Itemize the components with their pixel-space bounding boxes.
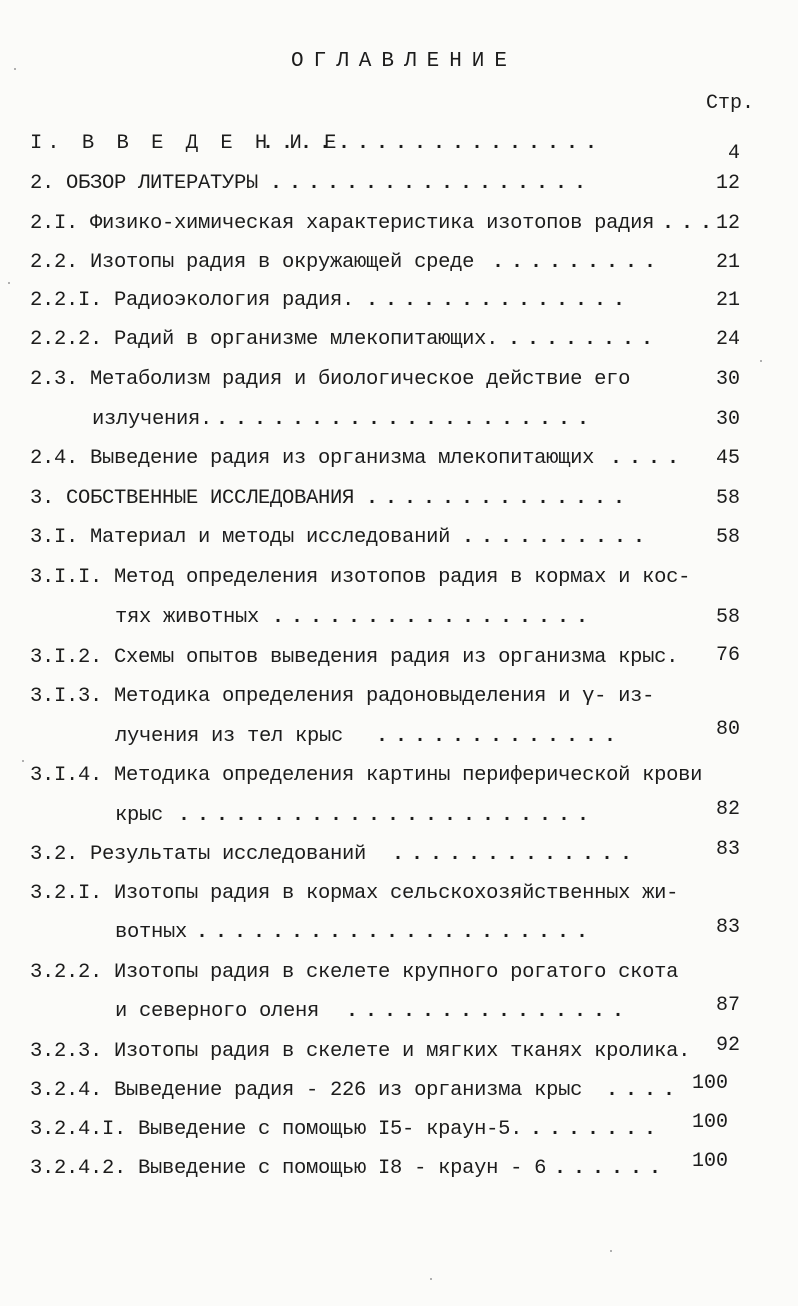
dot-leader: ..................... [196,921,596,944]
dot-leader: ...................... [178,804,597,827]
toc-entry-2-2-1: 2.2.I. Радиоэкология радия. [30,289,355,312]
paper-speck [610,1250,612,1252]
toc-entry-3-1-1: 3.I.I. Метод определения изотопов радия в кормах и кос- [30,566,691,589]
page-column-header: Стр. [705,92,754,115]
toc-entry-3-1-3-continued: лучения из тел крыс [115,725,344,748]
page-number: 30 [715,408,740,431]
toc-entry-3-2: 3.2. Результаты исследований [30,843,367,866]
page-number: 83 [715,916,740,939]
paper-speck [22,760,24,762]
dot-leader: ......... [492,251,664,274]
page-number: 100 [691,1072,728,1095]
page-title: ОГЛАВЛЕНИЕ [290,50,518,73]
toc-entry-3-2-2-continued: и северного оленя [115,1000,320,1023]
toc-entry-3-2-2: 3.2.2. Изотопы радия в скелете крупного рогатого скота [30,961,679,984]
toc-entry-3-2-4: 3.2.4. Выведение радия - 226 из организма крыс [30,1079,583,1102]
toc-entry-3-1: 3.I. Материал и методы исследований [30,526,451,549]
page-number: 58 [715,487,740,510]
toc-entry-2-2-2: 2.2.2. Радий в организме млекопитающих. [30,328,499,351]
dot-leader: ...... [554,1157,669,1180]
page-number: 58 [715,606,740,629]
toc-entry-2-1: 2.I. Физико-химическая характеристика изотопов радия [30,212,655,235]
toc-entry-3: 3. СОБСТВЕННЫЕ ИССЛЕДОВАНИЯ [30,487,355,510]
paper-speck [8,282,10,284]
page-number: 87 [715,994,740,1017]
dot-leader: ....... [530,1118,664,1141]
toc-entry-2: 2. ОБЗОР ЛИТЕРАТУРЫ [30,172,259,195]
page-number: 21 [715,289,740,312]
toc-entry-2-3-continued: излучения. [92,408,213,431]
page-number: 76 [715,644,740,667]
page-number: 100 [691,1150,728,1173]
toc-entry-2-3: 2.3. Метаболизм радия и биологическое действие его [30,368,631,391]
page-number: 83 [715,838,740,861]
page-number: 12 [715,212,740,235]
page-number: 30 [715,368,740,391]
toc-entry-3-2-4-1: 3.2.4.I. Выведение с помощью I5- краун-5. [30,1118,523,1141]
dot-leader: .............. [366,289,633,312]
dot-leader: .................... [216,408,597,431]
toc-entry-3-1-4-continued: крыс [115,804,164,827]
dot-leader: .............. [366,487,633,510]
dot-leader: ............. [376,725,624,748]
page-number: 45 [715,447,740,470]
dot-leader: ........ [508,328,661,351]
dot-leader: .... [606,1079,683,1102]
dot-leader: .... [610,447,687,470]
dot-leader: ... [662,212,720,235]
toc-entry-3-1-2: 3.I.2. Схемы опытов выведения радия из организма крыс. [30,646,679,669]
dot-leader: ................. [270,172,594,195]
toc-entry-3-2-1-continued: вотных [115,921,188,944]
paper-speck [14,68,16,70]
paper-speck [760,360,762,362]
toc-entry-1: I. В В Е Д Е Н И Е [30,132,342,155]
page-number: 21 [715,251,740,274]
paper-speck [430,1278,432,1280]
page-number: 100 [691,1111,728,1134]
dot-leader: ............... [346,1000,632,1023]
toc-entry-3-2-3: 3.2.3. Изотопы радия в скелете и мягких тканях кролика. [30,1040,691,1063]
toc-entry-3-2-4-2: 3.2.4.2. Выведение с помощью I8 - краун - 6 [30,1157,547,1180]
dot-leader: .......... [462,526,653,549]
page-number: 82 [715,798,740,821]
page-number: 92 [715,1034,740,1057]
dot-leader: ............. [392,843,640,866]
toc-entry-3-2-1: 3.2.I. Изотопы радия в кормах сельскохозяйственных жи- [30,882,679,905]
page-number: 12 [715,172,740,195]
toc-entry-3-1-3: 3.I.3. Методика определения радоновыделения и γ- из- [30,685,655,708]
page-number: 58 [715,526,740,549]
page-number: 80 [715,718,740,741]
page-number: 4 [727,142,740,165]
toc-entry-2-2: 2.2. Изотопы радия в окружающей среде [30,251,475,274]
toc-entry-3-1-1-continued: тях животных [115,606,260,629]
toc-entry-2-4: 2.4. Выведение радия из организма млекопитающих [30,447,595,470]
dot-leader: ................. [272,606,596,629]
toc-entry-3-1-4: 3.I.4. Методика определения картины периферической крови [30,764,703,787]
page-number: 24 [715,328,740,351]
dot-leader: .................. [262,132,605,155]
